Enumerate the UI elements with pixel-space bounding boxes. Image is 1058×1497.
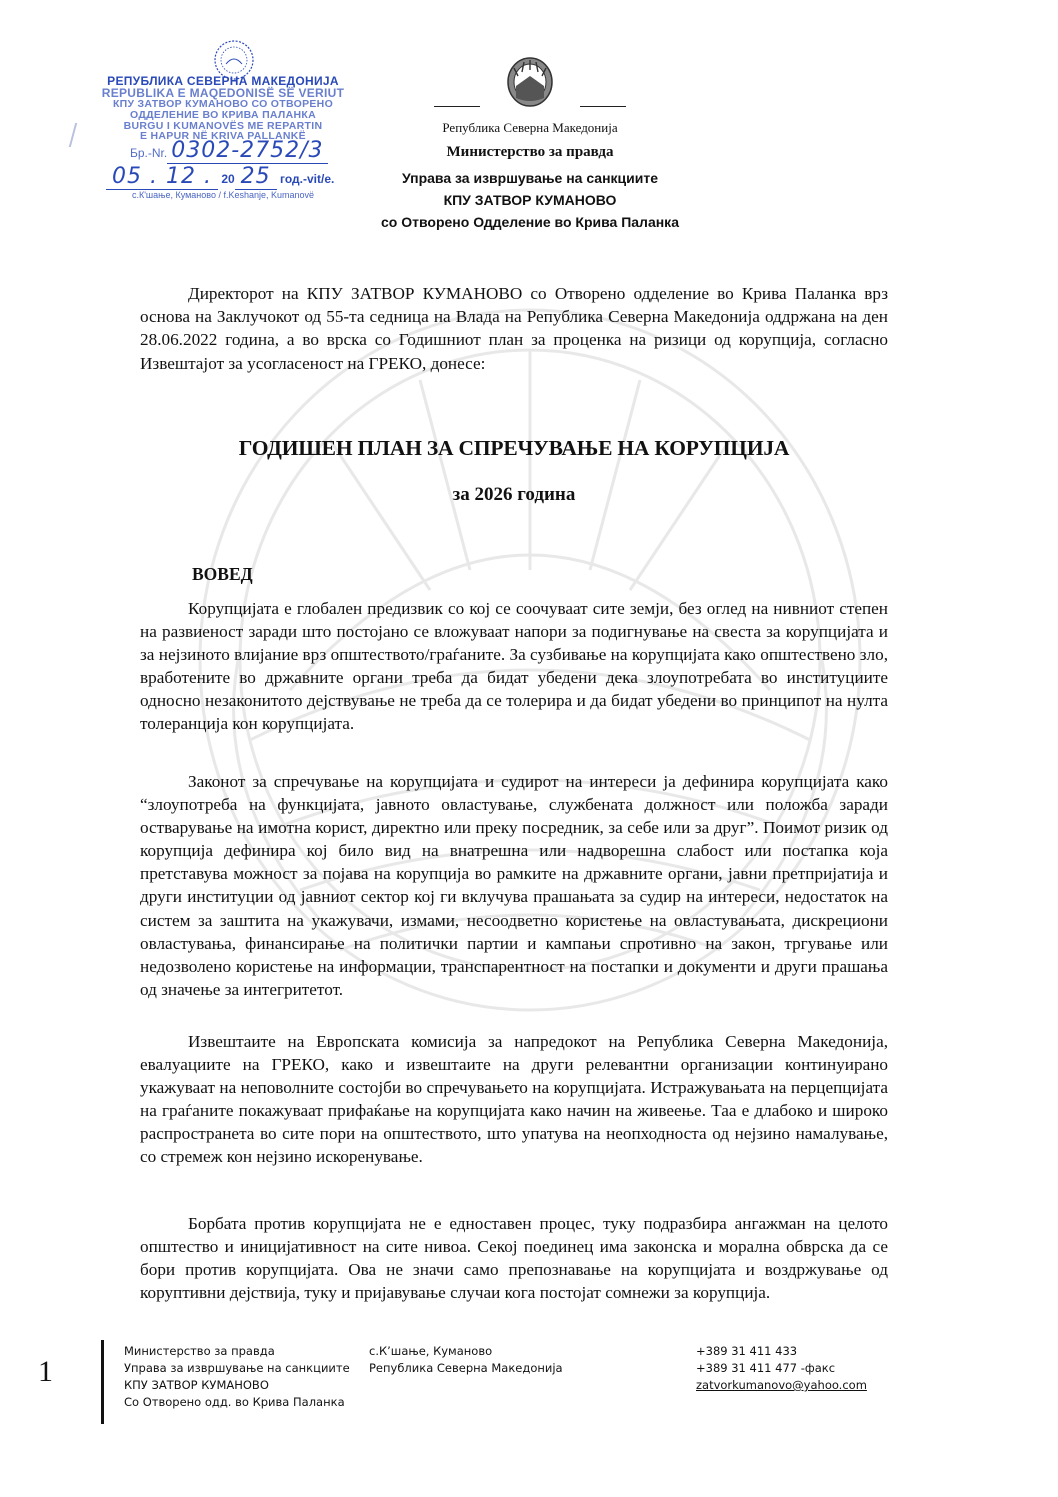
stamp-year-prefix: 20 <box>221 172 235 186</box>
section-heading: ВОВЕД <box>192 564 253 584</box>
stamp-date <box>106 164 376 189</box>
page-number: 1 <box>38 1355 53 1388</box>
page-footer <box>0 1335 1058 1415</box>
stamp-reference-number <box>130 138 370 163</box>
footer-line: Република Северна Македонија <box>369 1361 563 1375</box>
letterhead-department: со Отворено Одделение во Крива Паланка <box>381 214 679 230</box>
reference-number-label: Бр.-Nr. <box>130 146 168 160</box>
stamp-line: КПУ ЗАТВОР КУМАНОВО СО ОТВОРЕНО <box>112 98 334 110</box>
stamp-line: BURGU I KUMANOVËS ME REPARTIN <box>123 119 323 132</box>
stamp-line: РЕПУБЛИКА СЕВЕРНА МАКЕДОНИЈА <box>107 74 339 88</box>
footer-line: с.К’шање, Куманово <box>369 1344 493 1358</box>
body-paragraph: Корупцијата е глобален предизвик со кој се соочуваат сите земји, без оглед на нивниот степен на развиеност заради што постојано се вложуваат напори за подигнување на свеста за корупцијата и за нејзиното влијание врз општеството/граѓаните. За сузбивање на корупцијата како општествено зло, вработените во државните органи треба да бидат убедени дека злоупотребата во институциите односно незаконитото дејствување не треба да се толерира и да бидат убедени во принципот на нулта толеранција кон корупцијата. <box>140 599 888 734</box>
reference-number-value: 0302-2752/3 <box>167 138 327 164</box>
body-paragraph: Извештаите на Европската комисија за напредокот на Република Северна Македонија, евалуациите на ГРЕКО, како и извештаите на други релевантни организации континуирано укажуваат на неповолните состојби во спречувањето на корупцијата. Истражувањата на перцепцијата на граѓаните покажуваат прифаќање на корупцијата како начин на живеење. Таа е длабоко и широко распространета во сите пори на општеството, што упатува на неопходноста од нејзино намалување, со стремеж кон нејзино искоренување. <box>140 1032 888 1167</box>
footer-line: Министерство за правда <box>124 1344 275 1358</box>
footer-line: КПУ ЗАТВОР КУМАНОВО <box>124 1378 269 1392</box>
letterhead-ministry: Министерство за правда <box>446 144 614 160</box>
stamp-text-block <box>78 75 368 142</box>
stamp-place: с.К'шање, Куманово / f.Keshanje, Kumanovë <box>131 190 315 200</box>
footer-line: Управа за извршување на санкциите <box>124 1361 350 1375</box>
coat-of-arms-icon <box>502 52 558 110</box>
stamp-year-suffix: год.-vit/e. <box>280 172 335 186</box>
footer-institution <box>124 1343 350 1411</box>
body-paragraph: Законот за спречување на корупцијата и судирот на интереси ја дефинира корупцијата како “злоупотреба на функцијата, јавното овластување, службената должност или положба заради остварување на имотна корист, директно или преку посредник, за себе или за друг”. Поимот ризик од корупција дефинира кој било вид на внатрешна или надворешна слабост или постапка која претставува можност за појава на корупција во рамките на државните органи, јавни претпријатија и други институции од јавниот сектор кој ги вклучува прашањата за судир на интереси, недостаток на систем за заштита на укажувачи, измами, несоодветно користење на овластувањата, дискрециони овластувања, финансирање на политички партии и кампањи спротивно на закон, тргување или недозволено користење на информации, транспарентност на постапки и документи и други прашања од значење за интегритетот. <box>140 772 888 999</box>
footer-address <box>369 1343 563 1377</box>
body-paragraph: Борбата против корупцијата не е едноставен процес, туку подразбира ангажман на целото општество и иницијативност на сите нивоа. Секој поединец има законска и морална обврска да се бори против корупцијата. Ова не значи само препознавање на корупцијата и воздржување од коруптивни дејствија, туку и пријавување случаи кога постојат сомнежи за корупција. <box>140 1214 888 1303</box>
footer-email-link[interactable]: zatvorkumanovo@yahoo.com <box>696 1378 867 1392</box>
letterhead-institution: КПУ ЗАТВОР КУМАНОВО <box>443 192 617 208</box>
intro-paragraph: Директорот на КПУ ЗАТВОР КУМАНОВО со Отворено одделение во Крива Паланка врз основа на Заклучокот од 55-та седница на Влада на Република Северна Македонија оддржана на ден 28.06.2022 година, а во врска со Годишниот план за проценка на ризици од корупција, согласно Извештајот за усогласеност на ГРЕКО, донесе: <box>140 284 888 373</box>
footer-contact <box>696 1343 867 1394</box>
footer-divider <box>101 1340 104 1424</box>
document-subtitle: за 2026 година <box>452 484 576 505</box>
stamp-line: ОДДЕЛЕНИЕ ВО КРИВА ПАЛАНКА <box>130 108 316 121</box>
letterhead-country: Република Северна Македонија <box>442 120 618 135</box>
intro-block <box>140 282 888 375</box>
stamp-line: E HAPUR NË KRIVA PALLANKË <box>140 130 306 143</box>
document-title: ГОДИШЕН ПЛАН ЗА СПРЕЧУВАЊЕ НА КОРУПЦИЈА <box>238 436 790 460</box>
letterhead-directorate: Управа за извршување на санкциите <box>401 170 659 186</box>
footer-phone: +389 31 411 433 <box>696 1344 798 1358</box>
stamp-year-value: 25 <box>235 164 277 190</box>
footer-line: Со Отворено одд. во Крива Паланка <box>124 1395 345 1409</box>
coat-divider <box>340 106 720 118</box>
stamp-date-value: 05 . 12 . <box>106 164 218 190</box>
footer-fax: +389 31 411 477 -факс <box>696 1361 836 1375</box>
stamp-line: REPUBLIKA E MAQEDONISË SË VERIUT <box>101 86 345 100</box>
letterhead <box>340 52 720 230</box>
